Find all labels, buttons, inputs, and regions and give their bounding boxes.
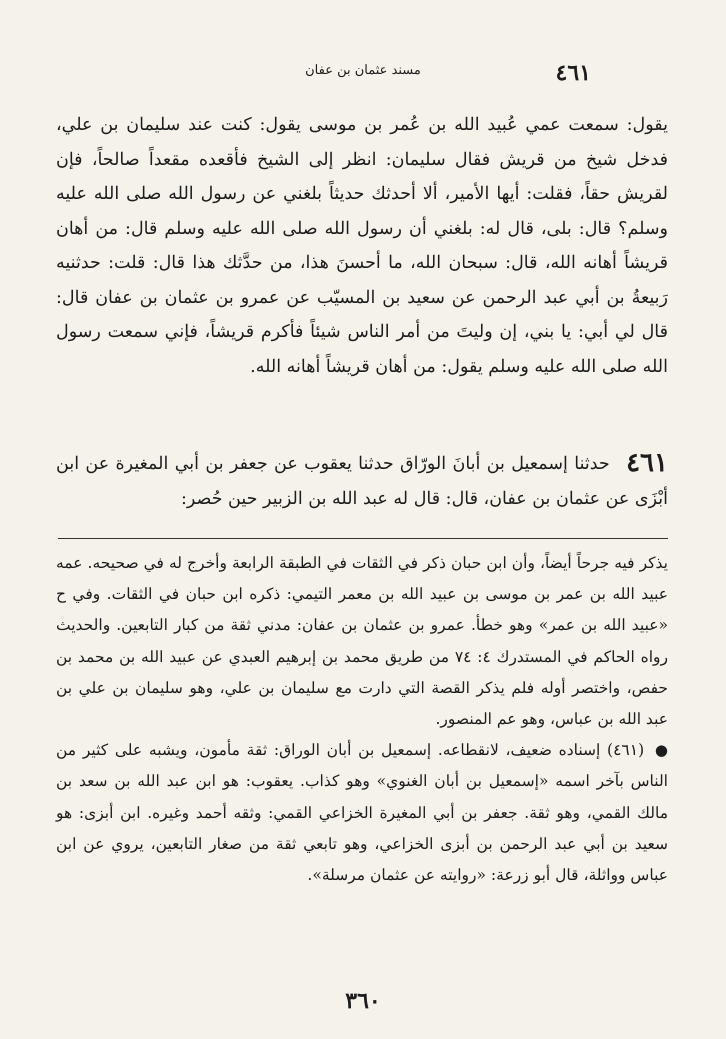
bullet-icon: ● <box>654 741 668 760</box>
page-number: ٣٦٠ <box>345 988 381 1014</box>
footnote-paragraph-2-text: (٤٦١) إسناده ضعيف، لانقطاعه. إسمعيل بن أبان الوراق: ثقة مأمون، ويشبه على كثير من الناس بآخر اسمه «إسمعيل بن أبان الغنوي» وهو كذاب. يعقوب: هو ابن عبد الله بن سعد بن مالك القمي، وهو ثقة. جعفر بن أبي المغيرة الخزاعي القمي: وثقه أحمد وغيره. ابن أبزى: هو سعيد بن أبي عبد الرحمن بن أبزى الخزاعي، وهو تابعي ثقة من صغار التابعين، يروي عن ابن عباس وواثلة، قال أبو زرعة: «روايته عن عثمان مرسلة». <box>56 741 668 885</box>
footnote-paragraph-1: يذكر فيه جرحاً أيضاً، وأن ابن حبان ذكر في الثقات في الطبقة الرابعة وأخرج له في صحيحه. عمه عبيد الله بن عمر بن موسى بن عبيد الله بن معمر التيمي: ذكره ابن حبان في الثقات. وفي ح «عبيد الله بن عمر» وهو خطأ. عمرو بن عثمان بن عفان: مدني ثقة من كبار التابعين. والحديث رواه الحاكم في المستدرك ٤: ٧٤ من طريق محمد بن إبرهيم العبدي عن عبيد الله بن محمد بن حفص، واختصر أوله فلم يذكر القصة التي دارت مع سليمان بن علي، وهو سليمان بن علي بن عبد الله بن عباس، وهو عم المنصور. <box>56 554 669 729</box>
main-text-block <box>56 108 668 384</box>
footnotes-block <box>56 548 668 891</box>
footnote-divider <box>58 538 668 539</box>
hadith-block <box>56 446 668 517</box>
main-paragraph: يقول: سمعت عمي عُبيد الله بن عُمر بن موسى يقول: كنت عند سليمان بن علي، فدخل شيخ من قريش فقال سليمان: انظر إلى الشيخ فأقعده مقعداً صالحاً، فإن لقريش حقاً، فقلت: أيها الأمير، ألا أحدثك حديثاً بلغني عن رسول الله صلى الله عليه وسلم؟ قال: بلى، قال له: بلغني أن رسول الله صلى الله عليه وسلم قال: من أهان قريشاً أهانه الله، قال: سبحان الله، ما أحسنَ هذا، من حدَّثك هذا قال: قلت: حدثنيه رَبيعةُ بن أبي عبد الرحمن عن سعيد بن المسيّب عن عمرو بن عثمان بن عفان قال: قال لي أبي: يا بني، إن وليتَ من أمر الناس شيئاً فأكرم قريشاً، فإني سمعت رسول الله صلى الله عليه وسلم يقول: من أهان قريشاً أهانه الله. <box>56 115 668 377</box>
running-header-number: ٤٦١ <box>555 60 591 86</box>
hadith-number: ٤٦١ <box>626 448 668 478</box>
running-header-title: مسند عثمان بن عفان <box>305 63 421 78</box>
hadith-text: حدثنا إسمعيل بن أبانَ الورّاق حدثنا يعقوب عن جعفر بن أبي المغيرة عن ابن أبْزَى عن عثمان بن عفان، قال: قال له عبد الله بن الزبير حين حُصر: <box>56 454 668 509</box>
footnote-paragraph-2 <box>56 735 668 891</box>
